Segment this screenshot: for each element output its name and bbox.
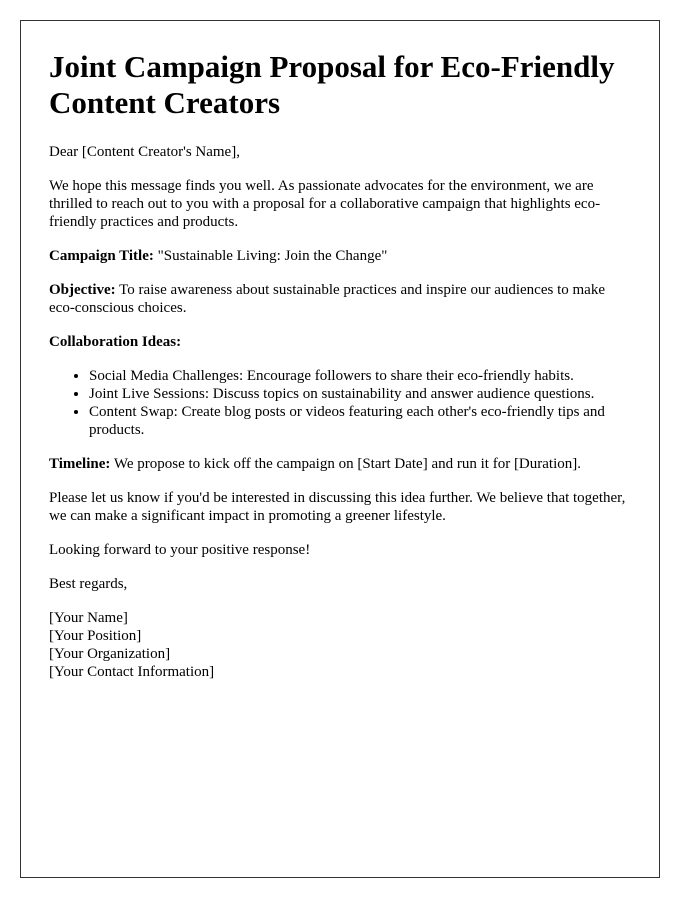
timeline-value: We propose to kick off the campaign on [Start Date] and run it for [Duration]. [113, 456, 581, 472]
list-item-live-sessions: • Joint Live Sessions: Discuss topics on sustainability and answer audience questions. [89, 385, 631, 403]
greeting: Dear [Content Creator's Name], [49, 144, 240, 160]
letter-content [21, 21, 659, 681]
sign-off: Best regards, [49, 576, 128, 592]
campaign-title-value: "Sustainable Living: Join the Change" [157, 248, 388, 264]
collaboration-list [49, 367, 631, 439]
signature-organization: [Your Organization] [49, 646, 171, 662]
timeline-label: Timeline: [49, 456, 111, 472]
signature-position: [Your Position] [49, 628, 142, 644]
intro-paragraph: We hope this message finds you well. As passionate advocates for the environment, we are thrilled to reach out to you with a proposal for a collaborative campaign that highlights eco-friendly practices and products. [49, 178, 601, 230]
objective-label: Objective: [49, 282, 116, 298]
objective-line [49, 281, 631, 317]
signature-name: [Your Name] [49, 610, 128, 626]
interest-paragraph: Please let us know if you'd be interested in discussing this idea further. We believe that together, we can make a significant impact in promoting a greener lifestyle. [49, 490, 626, 524]
list-item-social-media: • Social Media Challenges: Encourage followers to share their eco-friendly habits. [89, 367, 631, 385]
signature-block [49, 609, 631, 681]
letter-page [20, 20, 660, 878]
collaboration-heading: Collaboration Ideas: [49, 334, 182, 350]
list-item-content-swap: • Content Swap: Create blog posts or videos featuring each other's eco-friendly tips and products. [89, 403, 631, 439]
letter-title: Joint Campaign Proposal for Eco-Friendly Content Creators [49, 49, 615, 120]
campaign-title-line [49, 247, 631, 265]
campaign-title-label: Campaign Title: [49, 248, 154, 264]
closing-line: Looking forward to your positive response! [49, 542, 311, 558]
timeline-line [49, 455, 631, 473]
objective-value: To raise awareness about sustainable practices and inspire our audiences to make eco-conscious choices. [49, 282, 605, 316]
signature-contact: [Your Contact Information] [49, 664, 215, 680]
